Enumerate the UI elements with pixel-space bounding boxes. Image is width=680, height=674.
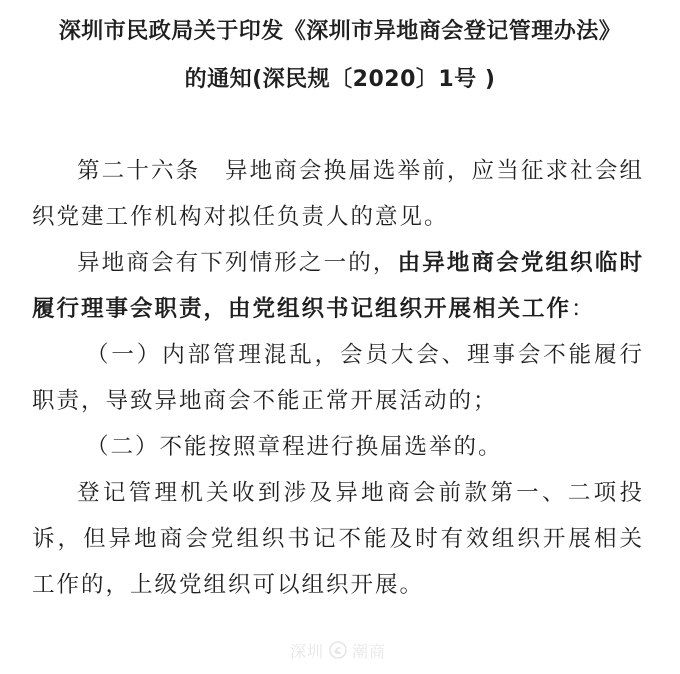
complaint-paragraph: 登记管理机关收到涉及异地商会前款第一、二项投诉，但异地商会党组织书记不能及时有效组织开展相关工作的，上级党组织可以组织开展。 [32,480,644,598]
situation-bold-text: 由异地商会党组织临时履行理事会职责，由党组织书记组织开展相关工作 [32,250,644,322]
document-title-line1: 深圳市民政局关于印发《深圳市异地商会登记管理办法》 [58,19,622,44]
document-title-line2: 的通知(深民规〔2020〕1号 ) [184,67,496,92]
article-26-paragraph: 第二十六条 异地商会换届选举前，应当征求社会组织党建工作机构对拟任负责人的意见。 [32,158,644,230]
watermark-right-text: 潮商 [352,641,387,661]
situation-intro-text: 异地商会有下列情形之一的， [77,250,398,276]
watermark-logo-icon [328,640,348,660]
situation-end-text: ： [571,296,596,322]
document-body [32,148,644,608]
list-item-1: （一）内部管理混乱，会员大会、理事会不能履行职责，导致异地商会不能正常开展活动的； [32,342,644,414]
situation-paragraph [32,240,644,332]
watermark-left-text: 深圳 [290,641,325,661]
list-item-2: （二）不能按照章程进行换届选举的。 [86,434,503,460]
watermark [290,636,386,664]
